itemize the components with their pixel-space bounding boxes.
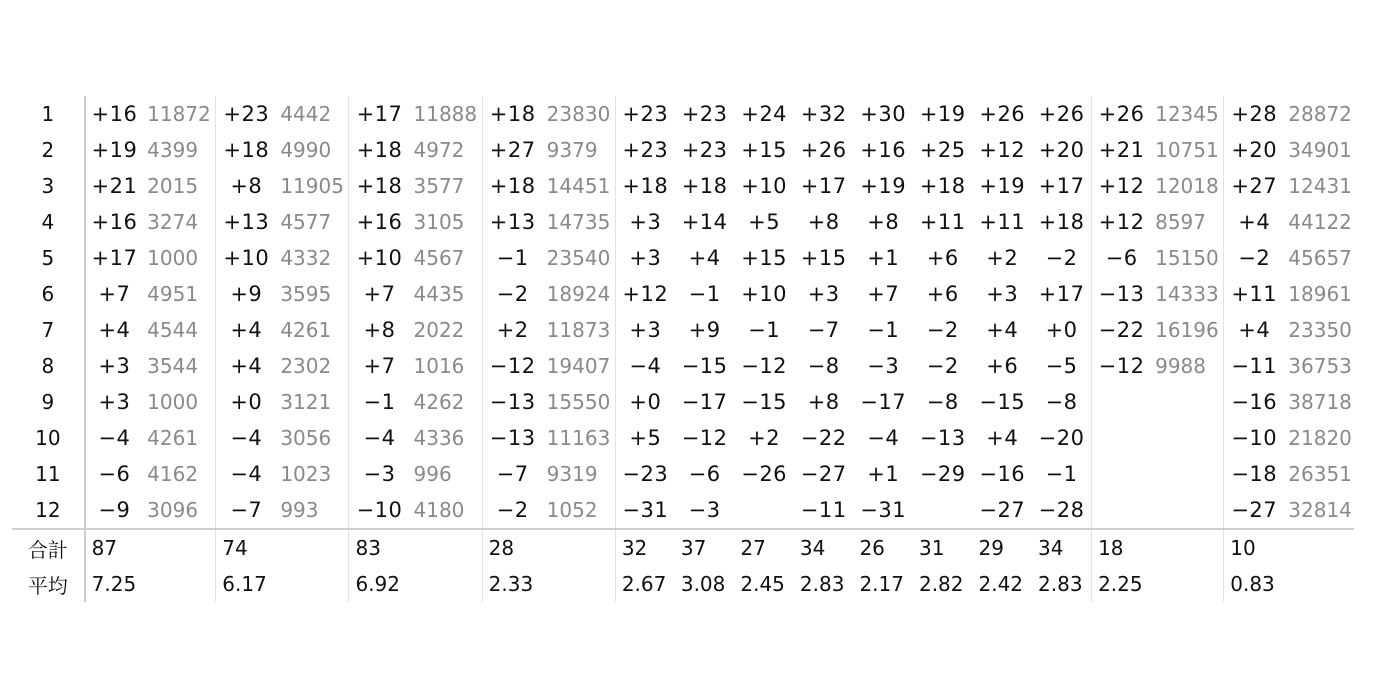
count-cell: 45657 bbox=[1288, 246, 1352, 270]
score-cell: +19 bbox=[91, 138, 138, 162]
score-cell: +23 bbox=[681, 138, 728, 162]
score-cell: +4 bbox=[216, 312, 277, 348]
count-cell: 32814 bbox=[1288, 498, 1352, 522]
score-cell: +30 bbox=[860, 102, 907, 126]
average-cell: 2.67 bbox=[615, 566, 675, 602]
score-cell: +8 bbox=[807, 390, 840, 414]
score-cell: −7 bbox=[216, 492, 277, 529]
total-cell: 34 bbox=[794, 529, 854, 566]
score-cell: −2 bbox=[482, 276, 543, 312]
count-cell: 2015 bbox=[147, 174, 199, 198]
score-cell: +16 bbox=[860, 138, 907, 162]
score-cell: −4 bbox=[615, 348, 675, 384]
score-cell: −12 bbox=[741, 354, 788, 378]
score-cell: +26 bbox=[800, 138, 847, 162]
score-cell: +18 bbox=[349, 168, 410, 204]
score-cell: −9 bbox=[98, 498, 131, 522]
score-cell: +15 bbox=[741, 138, 788, 162]
table-row bbox=[12, 132, 1354, 168]
row-label: 3 bbox=[12, 168, 85, 204]
table-row bbox=[12, 204, 1354, 240]
score-cell: −10 bbox=[1224, 420, 1285, 456]
average-cell: 2.45 bbox=[740, 572, 785, 596]
count-cell: 4435 bbox=[413, 282, 465, 306]
count-cell: 3274 bbox=[147, 210, 199, 234]
total-cell: 31 bbox=[913, 529, 973, 566]
score-cell: +16 bbox=[349, 204, 410, 240]
score-cell: −12 bbox=[1092, 348, 1152, 384]
count-cell: 21820 bbox=[1288, 426, 1352, 450]
count-cell: 12018 bbox=[1155, 174, 1219, 198]
count-cell: 44122 bbox=[1288, 210, 1352, 234]
table-row bbox=[12, 456, 1354, 492]
count-cell: 1000 bbox=[147, 390, 199, 414]
table-row bbox=[12, 96, 1354, 132]
count-cell: 14333 bbox=[1155, 282, 1219, 306]
count-cell: 3577 bbox=[413, 174, 465, 198]
score-cell: +3 bbox=[98, 390, 131, 414]
count-cell: 3096 bbox=[147, 498, 199, 522]
count-cell bbox=[1151, 384, 1224, 420]
count-cell: 15150 bbox=[1155, 246, 1219, 270]
average-cell: 7.25 bbox=[91, 572, 137, 596]
count-cell: 3105 bbox=[413, 210, 465, 234]
count-cell: 4567 bbox=[413, 246, 465, 270]
count-cell: 4261 bbox=[280, 318, 332, 342]
score-cell: +2 bbox=[748, 426, 781, 450]
score-cell: +26 bbox=[979, 102, 1026, 126]
count-cell: 38718 bbox=[1288, 390, 1352, 414]
count-cell: 993 bbox=[280, 498, 319, 522]
score-cell: −3 bbox=[349, 456, 410, 492]
score-cell: −15 bbox=[741, 390, 788, 414]
score-cell: +3 bbox=[615, 312, 675, 348]
row-label: 2 bbox=[12, 132, 85, 168]
score-cell: −23 bbox=[615, 456, 675, 492]
average-cell: 2.83 bbox=[1038, 572, 1083, 596]
score-cell: +0 bbox=[615, 384, 675, 420]
score-cell: +18 bbox=[615, 168, 675, 204]
count-cell: 23540 bbox=[546, 246, 611, 270]
count-cell: 4990 bbox=[280, 138, 332, 162]
score-cell: +11 bbox=[1224, 276, 1285, 312]
score-cell: −26 bbox=[741, 462, 788, 486]
count-cell: 16196 bbox=[1155, 318, 1219, 342]
score-cell: +16 bbox=[91, 102, 138, 126]
total-cell: 83 bbox=[349, 529, 482, 566]
score-cell: +17 bbox=[1038, 282, 1085, 306]
score-cell: +14 bbox=[681, 210, 728, 234]
total-cell: 87 bbox=[85, 529, 216, 566]
score-cell: +26 bbox=[1038, 102, 1085, 126]
average-cell: 2.82 bbox=[918, 572, 964, 596]
score-cell: +18 bbox=[681, 174, 728, 198]
count-cell: 1023 bbox=[280, 462, 332, 486]
count-cell: 4442 bbox=[280, 102, 332, 126]
count-cell: 23350 bbox=[1288, 318, 1352, 342]
total-cell: 18 bbox=[1092, 529, 1224, 566]
score-cell: +7 bbox=[349, 348, 410, 384]
count-cell: 4336 bbox=[413, 426, 465, 450]
row-label: 12 bbox=[12, 492, 85, 529]
average-cell: 6.92 bbox=[349, 566, 482, 602]
score-cell: +10 bbox=[741, 282, 788, 306]
count-cell: 4544 bbox=[147, 318, 199, 342]
score-cell: +17 bbox=[800, 174, 847, 198]
score-cell: +6 bbox=[986, 354, 1019, 378]
score-cell: +25 bbox=[919, 138, 966, 162]
count-cell: 4399 bbox=[147, 138, 199, 162]
score-cell: +18 bbox=[482, 96, 543, 132]
score-cell: +4 bbox=[98, 318, 131, 342]
score-cell: +23 bbox=[681, 102, 728, 126]
count-cell: 3121 bbox=[280, 390, 332, 414]
score-cell: −1 bbox=[349, 384, 410, 420]
score-cell: −17 bbox=[681, 390, 728, 414]
total-cell: 27 bbox=[734, 529, 794, 566]
score-cell: +26 bbox=[1092, 96, 1152, 132]
score-cell: +18 bbox=[482, 168, 543, 204]
table-row bbox=[12, 420, 1354, 456]
score-cell: −31 bbox=[860, 498, 907, 522]
score-cell: +1 bbox=[867, 246, 900, 270]
count-cell: 4577 bbox=[280, 210, 332, 234]
score-cell: −7 bbox=[807, 318, 840, 342]
score-cell: −2 bbox=[1045, 246, 1078, 270]
score-cell: +6 bbox=[926, 246, 959, 270]
score-cell: −13 bbox=[482, 384, 543, 420]
table-row bbox=[12, 312, 1354, 348]
row-label: 5 bbox=[12, 240, 85, 276]
score-cell: +2 bbox=[986, 246, 1019, 270]
score-cell: −11 bbox=[800, 498, 847, 522]
count-cell: 12431 bbox=[1288, 174, 1352, 198]
score-cell: +3 bbox=[986, 282, 1019, 306]
score-cell: −2 bbox=[926, 354, 959, 378]
score-cell: −4 bbox=[349, 420, 410, 456]
score-cell: +15 bbox=[741, 246, 788, 270]
score-cell: +19 bbox=[860, 174, 907, 198]
score-cell: +18 bbox=[919, 174, 966, 198]
score-cell: +3 bbox=[807, 282, 840, 306]
score-cell: +12 bbox=[979, 138, 1026, 162]
score-cell: −8 bbox=[926, 390, 959, 414]
score-cell: +5 bbox=[615, 420, 675, 456]
total-cell: 26 bbox=[853, 529, 913, 566]
score-cell: +4 bbox=[986, 318, 1019, 342]
score-cell: +15 bbox=[800, 246, 847, 270]
score-cell: +4 bbox=[688, 246, 721, 270]
count-cell: 26351 bbox=[1288, 462, 1352, 486]
score-cell: −4 bbox=[216, 456, 277, 492]
average-cell: 2.42 bbox=[978, 572, 1024, 596]
count-cell: 11888 bbox=[413, 102, 478, 126]
score-cell: +23 bbox=[216, 96, 277, 132]
score-cell: −27 bbox=[1224, 492, 1285, 529]
score-cell bbox=[1092, 456, 1152, 492]
score-cell: −1 bbox=[482, 240, 543, 276]
total-cell: 28 bbox=[482, 529, 615, 566]
count-cell: 4262 bbox=[413, 390, 465, 414]
score-cell: −6 bbox=[1092, 240, 1152, 276]
score-cell: −7 bbox=[482, 456, 543, 492]
score-cell: −15 bbox=[681, 354, 728, 378]
score-cell: −18 bbox=[1224, 456, 1285, 492]
count-cell: 11905 bbox=[280, 174, 344, 198]
score-cell: −22 bbox=[1092, 312, 1152, 348]
score-cell: −11 bbox=[1224, 348, 1285, 384]
average-cell: 6.17 bbox=[216, 566, 349, 602]
score-cell: +3 bbox=[98, 354, 131, 378]
table-row bbox=[12, 240, 1354, 276]
score-cell: +9 bbox=[216, 276, 277, 312]
count-cell: 3544 bbox=[147, 354, 199, 378]
score-cell: −31 bbox=[615, 492, 675, 529]
score-cell: −2 bbox=[1224, 240, 1285, 276]
score-cell: +23 bbox=[615, 132, 675, 168]
average-cell: 2.83 bbox=[799, 572, 845, 596]
score-cell: +3 bbox=[615, 240, 675, 276]
score-cell: +18 bbox=[1038, 210, 1085, 234]
score-cell: +6 bbox=[926, 282, 959, 306]
count-cell: 9379 bbox=[546, 138, 598, 162]
average-cell: 0.83 bbox=[1224, 566, 1354, 602]
score-cell: +18 bbox=[349, 132, 410, 168]
count-cell: 34901 bbox=[1288, 138, 1352, 162]
count-cell: 1000 bbox=[147, 246, 199, 270]
count-cell: 11873 bbox=[546, 318, 611, 342]
score-cell: +8 bbox=[867, 210, 900, 234]
table-row bbox=[12, 168, 1354, 204]
score-cell: −29 bbox=[919, 462, 966, 486]
score-cell: −4 bbox=[98, 426, 131, 450]
count-cell: 2302 bbox=[280, 354, 332, 378]
summary-label: 合計 bbox=[12, 529, 85, 566]
score-cell: +21 bbox=[91, 174, 138, 198]
row-label: 7 bbox=[12, 312, 85, 348]
score-cell: +7 bbox=[349, 276, 410, 312]
row-label: 1 bbox=[12, 96, 85, 132]
table-row bbox=[12, 276, 1354, 312]
score-cell: −27 bbox=[800, 462, 847, 486]
table-row bbox=[12, 492, 1354, 529]
score-cell: −13 bbox=[919, 426, 966, 450]
count-cell: 8597 bbox=[1155, 210, 1206, 234]
row-label: 10 bbox=[12, 420, 85, 456]
score-cell: +10 bbox=[216, 240, 277, 276]
total-cell: 37 bbox=[675, 529, 735, 566]
score-cell: +8 bbox=[349, 312, 410, 348]
row-label: 8 bbox=[12, 348, 85, 384]
score-cell: −12 bbox=[482, 348, 543, 384]
score-cell: −16 bbox=[1224, 384, 1285, 420]
score-cell bbox=[1092, 420, 1152, 456]
total-cell: 10 bbox=[1224, 529, 1354, 566]
score-cell: +27 bbox=[482, 132, 543, 168]
score-cell: +12 bbox=[615, 276, 675, 312]
count-cell: 11163 bbox=[546, 426, 611, 450]
score-cell: +7 bbox=[867, 282, 900, 306]
count-cell: 10751 bbox=[1155, 138, 1219, 162]
count-cell: 1052 bbox=[546, 498, 598, 522]
count-cell: 4261 bbox=[147, 426, 199, 450]
count-cell: 18924 bbox=[546, 282, 611, 306]
count-cell: 18961 bbox=[1288, 282, 1352, 306]
count-cell: 9988 bbox=[1155, 354, 1206, 378]
score-cell: +2 bbox=[482, 312, 543, 348]
average-cell: 3.08 bbox=[680, 572, 726, 596]
score-cell: +20 bbox=[1038, 138, 1085, 162]
count-cell: 3595 bbox=[280, 282, 332, 306]
score-cell: +4 bbox=[216, 348, 277, 384]
count-cell bbox=[1151, 420, 1224, 456]
score-cell: +23 bbox=[615, 96, 675, 132]
average-cell: 2.33 bbox=[482, 566, 615, 602]
score-cell: +12 bbox=[1092, 168, 1152, 204]
count-cell: 14451 bbox=[546, 174, 611, 198]
count-cell: 4972 bbox=[413, 138, 465, 162]
count-cell bbox=[1151, 492, 1224, 529]
score-cell: +19 bbox=[919, 102, 966, 126]
score-cell: −8 bbox=[1045, 390, 1078, 414]
score-cell: −1 bbox=[688, 282, 721, 306]
score-cell: +21 bbox=[1092, 132, 1152, 168]
stats-table bbox=[12, 96, 1354, 602]
score-cell: +0 bbox=[1045, 318, 1078, 342]
row-label: 9 bbox=[12, 384, 85, 420]
score-cell: +1 bbox=[867, 462, 900, 486]
count-cell: 4180 bbox=[413, 498, 465, 522]
count-cell bbox=[1151, 456, 1224, 492]
count-cell: 28872 bbox=[1288, 102, 1352, 126]
average-row bbox=[12, 566, 1354, 602]
score-cell: +27 bbox=[1224, 168, 1285, 204]
score-cell: +4 bbox=[1224, 204, 1285, 240]
score-cell: −22 bbox=[800, 426, 847, 450]
score-cell: −4 bbox=[867, 426, 900, 450]
score-cell: +9 bbox=[688, 318, 721, 342]
count-cell: 4951 bbox=[147, 282, 199, 306]
score-cell: +11 bbox=[919, 210, 966, 234]
score-cell: +8 bbox=[807, 210, 840, 234]
score-cell: −8 bbox=[807, 354, 840, 378]
count-cell: 4162 bbox=[147, 462, 199, 486]
count-cell: 19407 bbox=[546, 354, 611, 378]
score-cell: +4 bbox=[1224, 312, 1285, 348]
score-cell: −17 bbox=[860, 390, 907, 414]
table-row bbox=[12, 384, 1354, 420]
score-cell: −1 bbox=[867, 318, 900, 342]
score-cell: −4 bbox=[216, 420, 277, 456]
score-cell: +10 bbox=[349, 240, 410, 276]
count-cell: 23830 bbox=[546, 102, 611, 126]
score-cell: +13 bbox=[216, 204, 277, 240]
score-cell: +3 bbox=[615, 204, 675, 240]
score-cell: +32 bbox=[800, 102, 847, 126]
score-cell: −12 bbox=[681, 426, 728, 450]
total-row bbox=[12, 529, 1354, 566]
table-row bbox=[12, 348, 1354, 384]
score-cell: −10 bbox=[349, 492, 410, 529]
score-cell: +19 bbox=[979, 174, 1026, 198]
score-cell: +28 bbox=[1224, 96, 1285, 132]
score-cell: −5 bbox=[1045, 354, 1078, 378]
row-label: 11 bbox=[12, 456, 85, 492]
score-cell: +10 bbox=[741, 174, 788, 198]
score-cell: −1 bbox=[748, 318, 781, 342]
score-cell: +13 bbox=[482, 204, 543, 240]
score-cell: −2 bbox=[482, 492, 543, 529]
score-cell: +24 bbox=[741, 102, 788, 126]
score-cell: −15 bbox=[979, 390, 1026, 414]
score-cell: +16 bbox=[91, 210, 138, 234]
score-cell: −20 bbox=[1038, 426, 1085, 450]
count-cell: 12345 bbox=[1155, 102, 1219, 126]
count-cell: 15550 bbox=[546, 390, 611, 414]
row-label: 4 bbox=[12, 204, 85, 240]
count-cell: 2022 bbox=[413, 318, 465, 342]
score-cell: −3 bbox=[688, 498, 721, 522]
score-cell: +11 bbox=[979, 210, 1026, 234]
score-cell: +17 bbox=[91, 246, 138, 270]
total-cell: 29 bbox=[973, 529, 1033, 566]
average-cell: 2.25 bbox=[1092, 566, 1224, 602]
score-cell: −28 bbox=[1038, 498, 1085, 522]
summary-label: 平均 bbox=[12, 566, 85, 602]
total-cell: 74 bbox=[216, 529, 349, 566]
score-cell: −6 bbox=[688, 462, 721, 486]
score-cell: +8 bbox=[216, 168, 277, 204]
count-cell: 996 bbox=[413, 462, 452, 486]
score-cell: +4 bbox=[986, 426, 1019, 450]
score-cell: −6 bbox=[98, 462, 131, 486]
count-cell: 14735 bbox=[546, 210, 611, 234]
score-cell: +17 bbox=[1038, 174, 1085, 198]
score-cell: −13 bbox=[482, 420, 543, 456]
score-cell: +17 bbox=[349, 96, 410, 132]
score-cell bbox=[913, 492, 973, 529]
score-cell: −2 bbox=[926, 318, 959, 342]
count-cell: 1016 bbox=[413, 354, 465, 378]
score-cell bbox=[1092, 384, 1152, 420]
score-cell: +0 bbox=[216, 384, 277, 420]
score-cell: +5 bbox=[748, 210, 781, 234]
total-cell: 34 bbox=[1032, 529, 1092, 566]
count-cell: 3056 bbox=[280, 426, 332, 450]
total-cell: 32 bbox=[615, 529, 675, 566]
count-cell: 11872 bbox=[147, 102, 211, 126]
row-label: 6 bbox=[12, 276, 85, 312]
average-cell: 2.17 bbox=[859, 572, 904, 596]
count-cell: 4332 bbox=[280, 246, 332, 270]
score-cell bbox=[734, 492, 794, 529]
score-cell: +18 bbox=[216, 132, 277, 168]
score-cell: +7 bbox=[98, 282, 131, 306]
score-cell: −1 bbox=[1045, 462, 1078, 486]
count-cell: 9319 bbox=[546, 462, 598, 486]
score-cell: −3 bbox=[867, 354, 900, 378]
score-cell: −16 bbox=[979, 462, 1026, 486]
score-cell: +12 bbox=[1092, 204, 1152, 240]
score-cell: −13 bbox=[1092, 276, 1152, 312]
score-cell: +20 bbox=[1224, 132, 1285, 168]
count-cell: 36753 bbox=[1288, 354, 1352, 378]
score-cell: −27 bbox=[979, 498, 1026, 522]
score-cell bbox=[1092, 492, 1152, 529]
